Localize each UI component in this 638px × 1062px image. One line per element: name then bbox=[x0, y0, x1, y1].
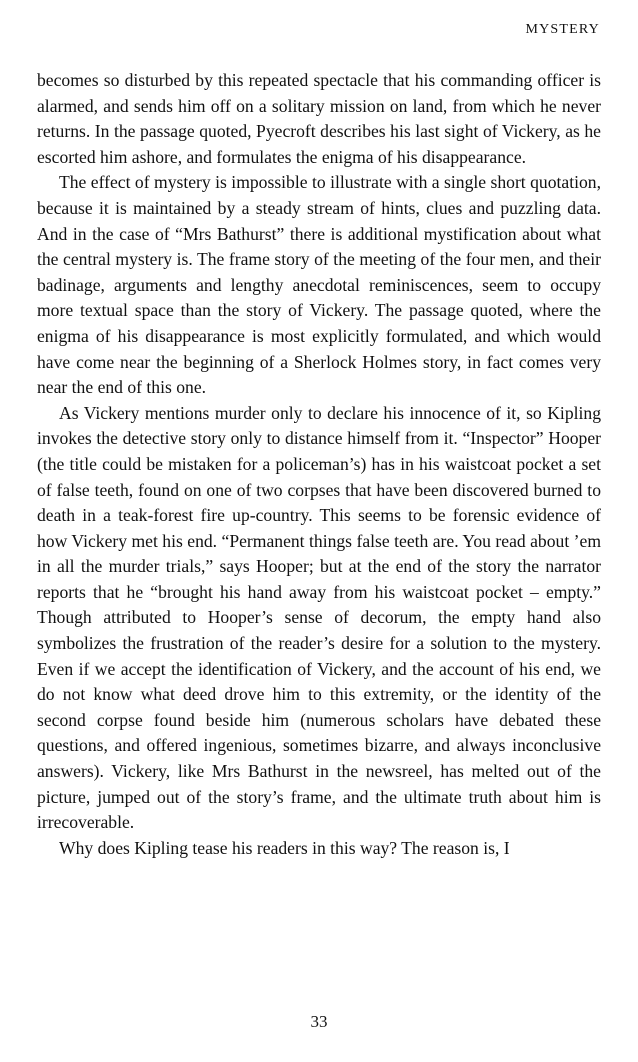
paragraph-continued: becomes so disturbed by this repeated spectacle that his commanding officer is alarmed, and sends him off on a solitary mission on land, from which he never returns. In the passage quoted, Pyecroft describes his last sight of Vickery, as he escorted him ashore, and formulates the enigma of his disappearance. bbox=[37, 70, 601, 167]
running-head: MYSTERY bbox=[525, 22, 600, 37]
body-text bbox=[37, 68, 601, 861]
paragraph: The effect of mystery is impossible to illustrate with a single short quotation, because it is maintained by a steady stream of hints, clues and puzzling data. And in the case of “Mrs Bathurst” there is additional mystification about what the central mystery is. The frame story of the meeting of the four men, and their badinage, arguments and lengthy anecdotal reminiscences, seem to occupy more textual space than the story of Vickery. The passage quoted, where the enigma of his disappearance is most explicitly formulated, and which would have come near the beginning of a Sherlock Holmes story, in fact comes very near the end of this one. bbox=[37, 172, 601, 398]
page-number: 33 bbox=[310, 1012, 328, 1031]
paragraph: Why does Kipling tease his readers in this way? The reason is, I bbox=[59, 837, 510, 858]
paragraph: As Vickery mentions murder only to declare his innocence of it, so Kipling invokes the detective story only to distance himself from it. “Inspector” Hooper (the title could be mistaken for a policeman’s) has in his waistcoat pocket a set of false teeth, found on one of two corpses that have been discovered burned to death in a teak-forest fire up-country. This seems to be forensic evidence of how Vickery met his end. “Permanent things false teeth are. You read about ’em in all the murder trials,” says Hooper; but at the end of the story the narrator reports that he “brought his hand away from his waistcoat pocket – empty.” Though attributed to Hooper’s sense of decorum, the empty hand also symbolizes the frustration of the reader’s desire for a solution to the mystery. Even if we accept the identification of Vickery, and the account of his end, we do not know what deed drove him to this extremity, or the identity of the second corpse found beside him (numerous scholars have debated these questions, and offered ingenious, sometimes bizarre, and always inconclusive answers). Vickery, like Mrs Bathurst in the newsreel, has melted out of the picture, jumped out of the story’s frame, and the ultimate truth about him is irrecoverable. bbox=[37, 402, 601, 833]
